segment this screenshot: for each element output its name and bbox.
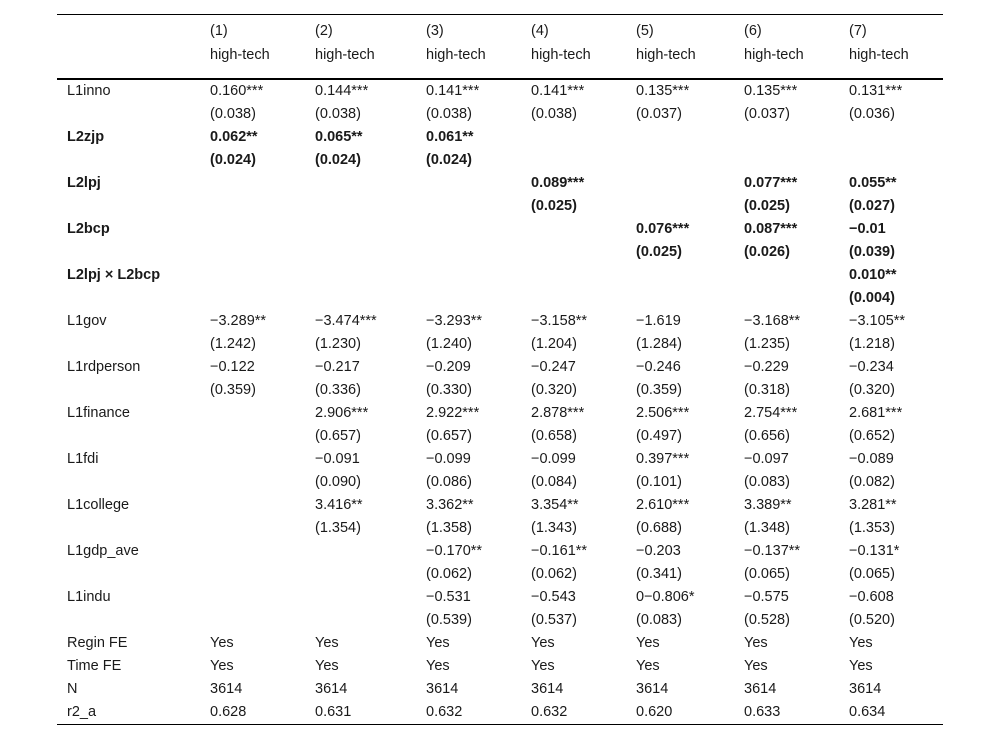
statistic-value: 3614 — [531, 680, 564, 697]
coefficient-value — [305, 586, 416, 609]
statistic-value: 0.632 — [521, 701, 626, 725]
coefficient-value — [200, 540, 305, 563]
standard-error-value: (1.230) — [315, 335, 361, 352]
standard-error-value — [521, 149, 626, 172]
standard-error-value: (1.358) — [426, 519, 472, 536]
standard-error-value: (0.336) — [315, 381, 361, 398]
statistic-label: Time FE — [67, 657, 122, 674]
coefficient-value — [200, 218, 305, 241]
standard-error-row — [57, 103, 943, 126]
coefficient-value: 0.131*** — [849, 82, 903, 99]
standard-error-value: (0.036) — [849, 105, 895, 122]
standard-error-value: (1.354) — [315, 519, 361, 536]
coefficient-value — [521, 218, 626, 241]
standard-error-value: (1.348) — [744, 519, 790, 536]
standard-error-value — [200, 287, 305, 310]
standard-error-value: (0.330) — [426, 381, 472, 398]
standard-error-value — [626, 149, 734, 172]
coefficient-value: −3.158** — [531, 312, 588, 329]
standard-error-value: (0.025) — [531, 197, 577, 214]
standard-error-value: (0.024) — [315, 151, 361, 168]
statistic-value: Yes — [531, 634, 555, 651]
statistic-value: Yes — [636, 634, 660, 651]
coefficient-row — [57, 586, 943, 609]
coefficient-value: −0.091 — [315, 450, 360, 467]
statistic-label: r2_a — [57, 701, 200, 725]
statistic-label: Regin FE — [67, 634, 128, 651]
standard-error-value: (0.039) — [849, 243, 895, 260]
standard-error-value: (0.520) — [849, 611, 895, 628]
standard-error-value: (0.038) — [531, 105, 577, 122]
standard-error-value — [305, 195, 416, 218]
coefficient-value — [305, 540, 416, 563]
standard-error-value — [305, 241, 416, 264]
statistic-value: Yes — [531, 657, 555, 674]
coefficient-value — [734, 126, 839, 149]
standard-error-value: (0.652) — [849, 427, 895, 444]
standard-error-value — [416, 241, 521, 264]
coefficient-value: −0.099 — [531, 450, 576, 467]
coefficient-value — [200, 172, 305, 195]
coefficient-value: 0.087*** — [744, 220, 798, 237]
coefficient-value: −1.619 — [636, 312, 681, 329]
standard-error-value: (0.320) — [531, 381, 577, 398]
standard-error-value: (0.528) — [744, 611, 790, 628]
empty-label-cell — [57, 517, 200, 540]
statistic-value: 3614 — [849, 680, 882, 697]
standard-error-value: (0.090) — [315, 473, 361, 490]
coefficient-value: 0.160*** — [210, 82, 264, 99]
empty-label-cell — [57, 149, 200, 172]
standard-error-value — [416, 195, 521, 218]
standard-error-value — [734, 287, 839, 310]
standard-error-value: (0.084) — [531, 473, 577, 490]
standard-error-value: (1.343) — [531, 519, 577, 536]
empty-label-cell — [57, 609, 200, 632]
standard-error-value: (0.025) — [744, 197, 790, 214]
standard-error-value: (0.657) — [426, 427, 472, 444]
coefficient-value: 0.144*** — [315, 82, 369, 99]
coefficient-value: −0.161** — [531, 542, 588, 559]
standard-error-row — [57, 149, 943, 172]
variable-label: L1college — [67, 496, 130, 513]
coefficient-value: −0.229 — [744, 358, 789, 375]
statistic-row — [57, 678, 943, 701]
standard-error-value: (0.025) — [636, 243, 682, 260]
standard-error-value: (0.024) — [426, 151, 472, 168]
coefficient-value — [626, 264, 734, 287]
coefficient-value: −0.209 — [426, 358, 471, 375]
coefficient-value: −0.122 — [210, 358, 255, 375]
statistic-value: Yes — [210, 657, 234, 674]
coefficient-value: 0.077*** — [744, 174, 798, 191]
empty-label-cell — [57, 471, 200, 494]
dependent-variable-label: high-tech — [626, 46, 734, 79]
coefficient-value: 0.061** — [426, 128, 474, 145]
coefficient-value — [200, 264, 305, 287]
coefficient-value: 0.065** — [315, 128, 363, 145]
statistic-value: Yes — [426, 657, 450, 674]
column-number: (6) — [734, 15, 839, 46]
coefficient-row — [57, 264, 943, 287]
standard-error-value: (0.658) — [531, 427, 577, 444]
coefficient-value — [839, 126, 943, 149]
standard-error-value — [305, 563, 416, 586]
statistic-value: 3614 — [636, 680, 669, 697]
dependent-variable-label: high-tech — [200, 46, 305, 79]
dependent-variable-label: high-tech — [839, 46, 943, 79]
statistic-value: 0.620 — [626, 701, 734, 725]
coefficient-value: 3.389** — [744, 496, 792, 513]
coefficient-value: −0.089 — [849, 450, 894, 467]
statistic-value: 0.631 — [305, 701, 416, 725]
standard-error-value: (0.497) — [636, 427, 682, 444]
variable-label: L2zjp — [67, 128, 105, 145]
standard-error-row — [57, 287, 943, 310]
standard-error-row — [57, 195, 943, 218]
standard-error-value: (0.341) — [636, 565, 682, 582]
standard-error-value: (0.065) — [744, 565, 790, 582]
coefficient-value — [626, 126, 734, 149]
standard-error-value: (0.082) — [849, 473, 895, 490]
standard-error-row — [57, 241, 943, 264]
standard-error-value: (0.037) — [636, 105, 682, 122]
coefficient-value — [416, 172, 521, 195]
coefficient-value — [734, 264, 839, 287]
coefficient-row — [57, 494, 943, 517]
standard-error-row — [57, 609, 943, 632]
empty-label-cell — [57, 425, 200, 448]
standard-error-value: (1.240) — [426, 335, 472, 352]
standard-error-value: (0.656) — [744, 427, 790, 444]
standard-error-value — [521, 287, 626, 310]
standard-error-value — [200, 517, 305, 540]
standard-error-row — [57, 471, 943, 494]
variable-label: L2lpj × L2bcp — [67, 266, 161, 283]
standard-error-value: (0.083) — [744, 473, 790, 490]
coefficient-value: −3.293** — [426, 312, 483, 329]
coefficient-value: −3.105** — [849, 312, 906, 329]
coefficient-value: −3.289** — [210, 312, 267, 329]
coefficient-value: 2.878*** — [531, 404, 585, 421]
variable-label: L1gdp_ave — [67, 542, 139, 559]
coefficient-value: −0.137** — [744, 542, 801, 559]
coefficient-value — [416, 264, 521, 287]
coefficient-row — [57, 448, 943, 471]
statistic-value: Yes — [210, 634, 234, 651]
empty-label-cell — [57, 333, 200, 356]
empty-label-cell — [57, 195, 200, 218]
coefficient-value: 0.089*** — [531, 174, 585, 191]
coefficient-value: 2.922*** — [426, 404, 480, 421]
standard-error-value: (0.038) — [315, 105, 361, 122]
coefficient-value: −0.203 — [636, 542, 681, 559]
coefficient-value: 0.010** — [849, 266, 897, 283]
standard-error-value — [839, 149, 943, 172]
statistic-label: N — [67, 680, 78, 697]
coefficient-value — [305, 172, 416, 195]
coefficient-value: 2.754*** — [744, 404, 798, 421]
coefficient-value: −0.247 — [531, 358, 576, 375]
standard-error-value: (1.353) — [849, 519, 895, 536]
standard-error-value: (0.027) — [849, 197, 895, 214]
coefficient-value: 0.055** — [849, 174, 897, 191]
variable-label: L1finance — [67, 404, 130, 421]
statistic-value: 3614 — [315, 680, 348, 697]
standard-error-value — [200, 425, 305, 448]
coefficient-value: 3.416** — [315, 496, 363, 513]
coefficient-row — [57, 218, 943, 241]
column-number: (1) — [200, 15, 305, 46]
coefficient-value: −3.168** — [744, 312, 801, 329]
statistic-value: 0.632 — [416, 701, 521, 725]
coefficient-value: −0.097 — [744, 450, 789, 467]
coefficient-value: −0.131* — [849, 542, 900, 559]
coefficient-value: −0.01 — [849, 220, 886, 237]
variable-label: L1gov — [67, 312, 107, 329]
standard-error-value: (0.539) — [426, 611, 472, 628]
coefficient-value — [200, 494, 305, 517]
variable-label: L1inno — [67, 82, 111, 99]
variable-label: L1indu — [67, 588, 111, 605]
regression-table — [57, 14, 943, 725]
coefficient-row — [57, 540, 943, 563]
statistic-value: 0.634 — [839, 701, 943, 725]
variable-label: L2bcp — [67, 220, 110, 237]
coefficient-row — [57, 79, 943, 103]
statistic-value: Yes — [849, 657, 873, 674]
coefficient-row — [57, 126, 943, 149]
column-number: (4) — [521, 15, 626, 46]
standard-error-value: (0.318) — [744, 381, 790, 398]
statistic-value: 0.628 — [200, 701, 305, 725]
coefficient-value: 0.135*** — [744, 82, 798, 99]
column-number-row — [57, 15, 943, 46]
coefficient-row — [57, 356, 943, 379]
standard-error-value: (0.688) — [636, 519, 682, 536]
coefficient-value: 2.681*** — [849, 404, 903, 421]
dependent-variable-label: high-tech — [416, 46, 521, 79]
coefficient-value: −0.217 — [315, 358, 360, 375]
coefficient-value: −0.543 — [531, 588, 576, 605]
standard-error-row — [57, 517, 943, 540]
statistic-value: Yes — [426, 634, 450, 651]
dependent-variable-label: high-tech — [305, 46, 416, 79]
dependent-variable-label: high-tech — [734, 46, 839, 79]
header-corner-cell — [57, 46, 200, 79]
coefficient-value: 3.281** — [849, 496, 897, 513]
header-corner-cell — [57, 15, 200, 46]
coefficient-value — [521, 126, 626, 149]
coefficient-value: 0.397*** — [636, 450, 690, 467]
standard-error-value: (0.657) — [315, 427, 361, 444]
coefficient-value: 0.141*** — [531, 82, 585, 99]
standard-error-value — [305, 287, 416, 310]
dependent-variable-label: high-tech — [521, 46, 626, 79]
statistic-value: 0.633 — [734, 701, 839, 725]
standard-error-value: (0.083) — [636, 611, 682, 628]
empty-label-cell — [57, 103, 200, 126]
standard-error-value — [626, 287, 734, 310]
column-number: (3) — [416, 15, 521, 46]
statistic-value: Yes — [744, 634, 768, 651]
statistic-value: 3614 — [744, 680, 777, 697]
statistic-value: Yes — [849, 634, 873, 651]
statistic-value: 3614 — [210, 680, 243, 697]
statistic-value: Yes — [315, 657, 339, 674]
variable-label: L1rdperson — [67, 358, 141, 375]
coefficient-value — [305, 218, 416, 241]
coefficient-value — [305, 264, 416, 287]
standard-error-value: (0.038) — [210, 105, 256, 122]
coefficient-value: −0.170** — [426, 542, 483, 559]
standard-error-value: (0.359) — [210, 381, 256, 398]
coefficient-value: −0.234 — [849, 358, 894, 375]
coefficient-value: 3.362** — [426, 496, 474, 513]
statistic-value: Yes — [744, 657, 768, 674]
coefficient-value: 0−0.806* — [636, 588, 695, 605]
statistic-row — [57, 701, 943, 725]
standard-error-value: (1.242) — [210, 335, 256, 352]
coefficient-value: −0.531 — [426, 588, 471, 605]
statistic-row — [57, 655, 943, 678]
standard-error-value: (0.037) — [744, 105, 790, 122]
empty-label-cell — [57, 379, 200, 402]
coefficient-value: 0.076*** — [636, 220, 690, 237]
standard-error-value: (0.101) — [636, 473, 682, 490]
standard-error-value: (0.004) — [849, 289, 895, 306]
column-number: (5) — [626, 15, 734, 46]
standard-error-value — [626, 195, 734, 218]
coefficient-value — [521, 264, 626, 287]
coefficient-value: −0.099 — [426, 450, 471, 467]
standard-error-value — [305, 609, 416, 632]
empty-label-cell — [57, 563, 200, 586]
standard-error-value: (0.537) — [531, 611, 577, 628]
standard-error-value: (0.024) — [210, 151, 256, 168]
standard-error-value — [200, 609, 305, 632]
coefficient-value — [200, 448, 305, 471]
standard-error-value — [521, 241, 626, 264]
table-header — [57, 15, 943, 79]
standard-error-value: (0.065) — [849, 565, 895, 582]
standard-error-value — [200, 195, 305, 218]
empty-label-cell — [57, 241, 200, 264]
table-body — [57, 79, 943, 725]
coefficient-value: 0.141*** — [426, 82, 480, 99]
coefficient-value: 2.610*** — [636, 496, 690, 513]
empty-label-cell — [57, 287, 200, 310]
standard-error-value — [200, 563, 305, 586]
standard-error-value: (1.235) — [744, 335, 790, 352]
standard-error-row — [57, 563, 943, 586]
standard-error-value: (1.204) — [531, 335, 577, 352]
standard-error-value — [200, 241, 305, 264]
coefficient-value: 3.354** — [531, 496, 579, 513]
coefficient-row — [57, 310, 943, 333]
column-number: (2) — [305, 15, 416, 46]
standard-error-value: (0.320) — [849, 381, 895, 398]
coefficient-value: −0.575 — [744, 588, 789, 605]
standard-error-row — [57, 379, 943, 402]
coefficient-value: 0.062** — [210, 128, 258, 145]
column-number: (7) — [839, 15, 943, 46]
standard-error-value: (0.026) — [744, 243, 790, 260]
coefficient-value: 2.906*** — [315, 404, 369, 421]
variable-label: L1fdi — [67, 450, 99, 467]
statistic-row — [57, 632, 943, 655]
standard-error-value: (1.218) — [849, 335, 895, 352]
standard-error-value: (1.284) — [636, 335, 682, 352]
standard-error-value: (0.062) — [531, 565, 577, 582]
standard-error-row — [57, 333, 943, 356]
variable-label: L2lpj — [67, 174, 101, 191]
coefficient-value: −0.246 — [636, 358, 681, 375]
standard-error-value — [416, 287, 521, 310]
standard-error-row — [57, 425, 943, 448]
statistic-value: 3614 — [426, 680, 459, 697]
coefficient-row — [57, 402, 943, 425]
coefficient-value — [626, 172, 734, 195]
coefficient-value: −3.474*** — [315, 312, 377, 329]
coefficient-value — [200, 586, 305, 609]
coefficient-value: 0.135*** — [636, 82, 690, 99]
dependent-variable-row — [57, 46, 943, 79]
statistic-value: Yes — [636, 657, 660, 674]
standard-error-value: (0.359) — [636, 381, 682, 398]
coefficient-value — [200, 402, 305, 425]
standard-error-value: (0.086) — [426, 473, 472, 490]
coefficient-value — [416, 218, 521, 241]
standard-error-value: (0.038) — [426, 105, 472, 122]
coefficient-value: 2.506*** — [636, 404, 690, 421]
standard-error-value — [734, 149, 839, 172]
coefficient-row — [57, 172, 943, 195]
standard-error-value — [200, 471, 305, 494]
standard-error-value: (0.062) — [426, 565, 472, 582]
statistic-value: Yes — [315, 634, 339, 651]
coefficient-value: −0.608 — [849, 588, 894, 605]
